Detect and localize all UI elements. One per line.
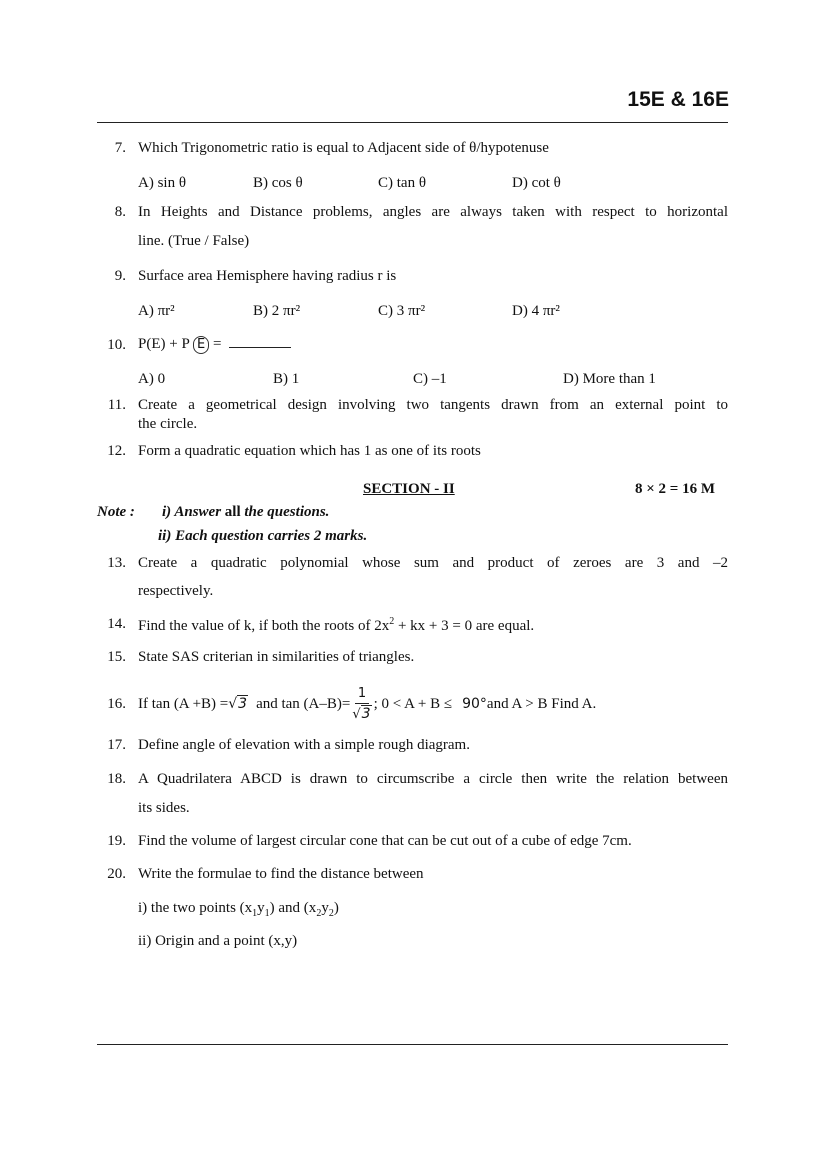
note-ii-suffix: question carries 2 marks.	[211, 528, 368, 544]
angle-90: 90°	[462, 696, 487, 712]
sqrt-radicand: 3	[238, 696, 248, 712]
question-number: 7.	[114, 140, 126, 156]
q16-part3: ; 0 < A + B ≤	[373, 695, 453, 712]
question-text-line1: Create a quadratic polynomial whose sum and product of zeroes are 3 and –2	[138, 555, 728, 571]
option-d: D) More than 1	[563, 371, 656, 387]
q16-part4: and A > B Find A.	[486, 695, 597, 712]
question-text	[138, 335, 291, 354]
question-text: Form a quadratic equation which has 1 as one of its roots	[138, 443, 481, 459]
question-text: Surface area Hemisphere having radius r is	[138, 268, 397, 284]
sub-i-prefix: i) the two points (x	[138, 900, 253, 916]
question-number: 16.	[107, 696, 126, 712]
option-d: D) 4 πr²	[512, 303, 560, 319]
sqrt-radicand: 3	[361, 706, 371, 722]
option-b: B) 1	[273, 371, 300, 387]
q14-after: + kx + 3 = 0 are equal.	[394, 618, 535, 634]
option-c: C) –1	[413, 371, 447, 387]
question-number: 17.	[107, 737, 126, 753]
subscript: 1	[252, 908, 258, 919]
sqrt-3: √3	[228, 696, 248, 712]
note-i-all: all	[224, 504, 241, 520]
question-number: 10.	[107, 337, 126, 353]
fraction-1-over-sqrt3	[352, 686, 371, 722]
question-number: 20.	[107, 866, 126, 882]
footer-rule	[97, 1044, 728, 1045]
option-a: A) 0	[138, 371, 166, 387]
question-number: 11.	[107, 397, 126, 413]
question-text: Find the volume of largest circular cone that can be cut out of a cube of edge 7cm.	[138, 833, 632, 849]
note-i-suffix: the questions.	[244, 504, 330, 520]
subscript: 1	[264, 908, 270, 919]
paper-code: 15E & 16E	[627, 88, 729, 111]
sub-i-y1: y	[257, 900, 265, 916]
question-text-line2: its sides.	[138, 800, 190, 816]
question-number: 13.	[107, 555, 126, 571]
header-rule	[97, 122, 728, 123]
option-a: A) sin θ	[138, 175, 187, 191]
fraction-denominator: √3	[352, 706, 371, 722]
question-number: 18.	[107, 771, 126, 787]
sub-question-i	[138, 900, 339, 919]
q14-before: Find the value of k, if both the roots of 2x	[138, 618, 390, 634]
sub-i-end: )	[333, 900, 339, 916]
option-c: C) tan θ	[378, 175, 427, 191]
note-label: Note :	[97, 504, 135, 520]
question-text: State SAS criterian in similarities of triangles.	[138, 649, 415, 665]
option-a: A) πr²	[138, 303, 175, 319]
option-d: D) cot θ	[512, 175, 561, 191]
q10-text-after: =	[212, 336, 222, 352]
section-title: SECTION - II	[363, 481, 455, 497]
question-text-line1: Create a geometrical design involving two tangents drawn from an external point to	[138, 397, 728, 413]
answer-blank	[229, 335, 291, 348]
question-text: Write the formulae to find the distance between	[138, 866, 424, 882]
question-text: Which Trigonometric ratio is equal to Adjacent side of θ/hypotenuse	[138, 140, 549, 156]
question-number: 8.	[114, 204, 126, 220]
option-b: B) 2 πr²	[253, 303, 301, 319]
sub-question-ii: ii) Origin and a point (x,y)	[138, 933, 298, 949]
q10-text-before: P(E) + P	[138, 336, 190, 352]
note-line-1	[162, 504, 329, 521]
subscript: 2	[316, 908, 322, 919]
question-text	[138, 616, 534, 635]
option-b: B) cos θ	[253, 175, 303, 191]
question-number: 9.	[114, 268, 126, 284]
question-number: 14.	[107, 616, 126, 632]
question-text	[138, 681, 596, 727]
q16-part2: and tan (A–B)=	[256, 695, 351, 712]
question-text-line2: respectively.	[138, 583, 214, 599]
note-ii-prefix: ii) Each	[158, 528, 208, 544]
question-number: 12.	[107, 443, 126, 459]
sub-i-mid: ) and (x	[269, 900, 317, 916]
question-text-line2: the circle.	[138, 416, 198, 432]
question-text-line2: line. (True / False)	[138, 233, 250, 249]
question-text-line1: In Heights and Distance problems, angles are always taken with respect to horizontal	[138, 204, 728, 220]
section-marks: 8 × 2 = 16 M	[635, 481, 716, 497]
option-c: C) 3 πr²	[378, 303, 426, 319]
q16-part1: If tan (A +B) =	[138, 695, 229, 712]
e-complement-symbol: E	[193, 336, 209, 354]
question-number: 19.	[107, 833, 126, 849]
question-text: Define angle of elevation with a simple rough diagram.	[138, 737, 470, 753]
question-text-line1: A Quadrilatera ABCD is drawn to circumscribe a circle then write the relation between	[138, 771, 728, 787]
sub-i-y2: y	[321, 900, 329, 916]
question-number: 15.	[107, 649, 126, 665]
q14-exponent: 2	[389, 616, 395, 627]
subscript: 2	[328, 908, 334, 919]
fraction-numerator: 1	[355, 686, 369, 704]
note-line-2	[158, 528, 367, 545]
note-i-prefix: i) Answer	[162, 504, 222, 520]
